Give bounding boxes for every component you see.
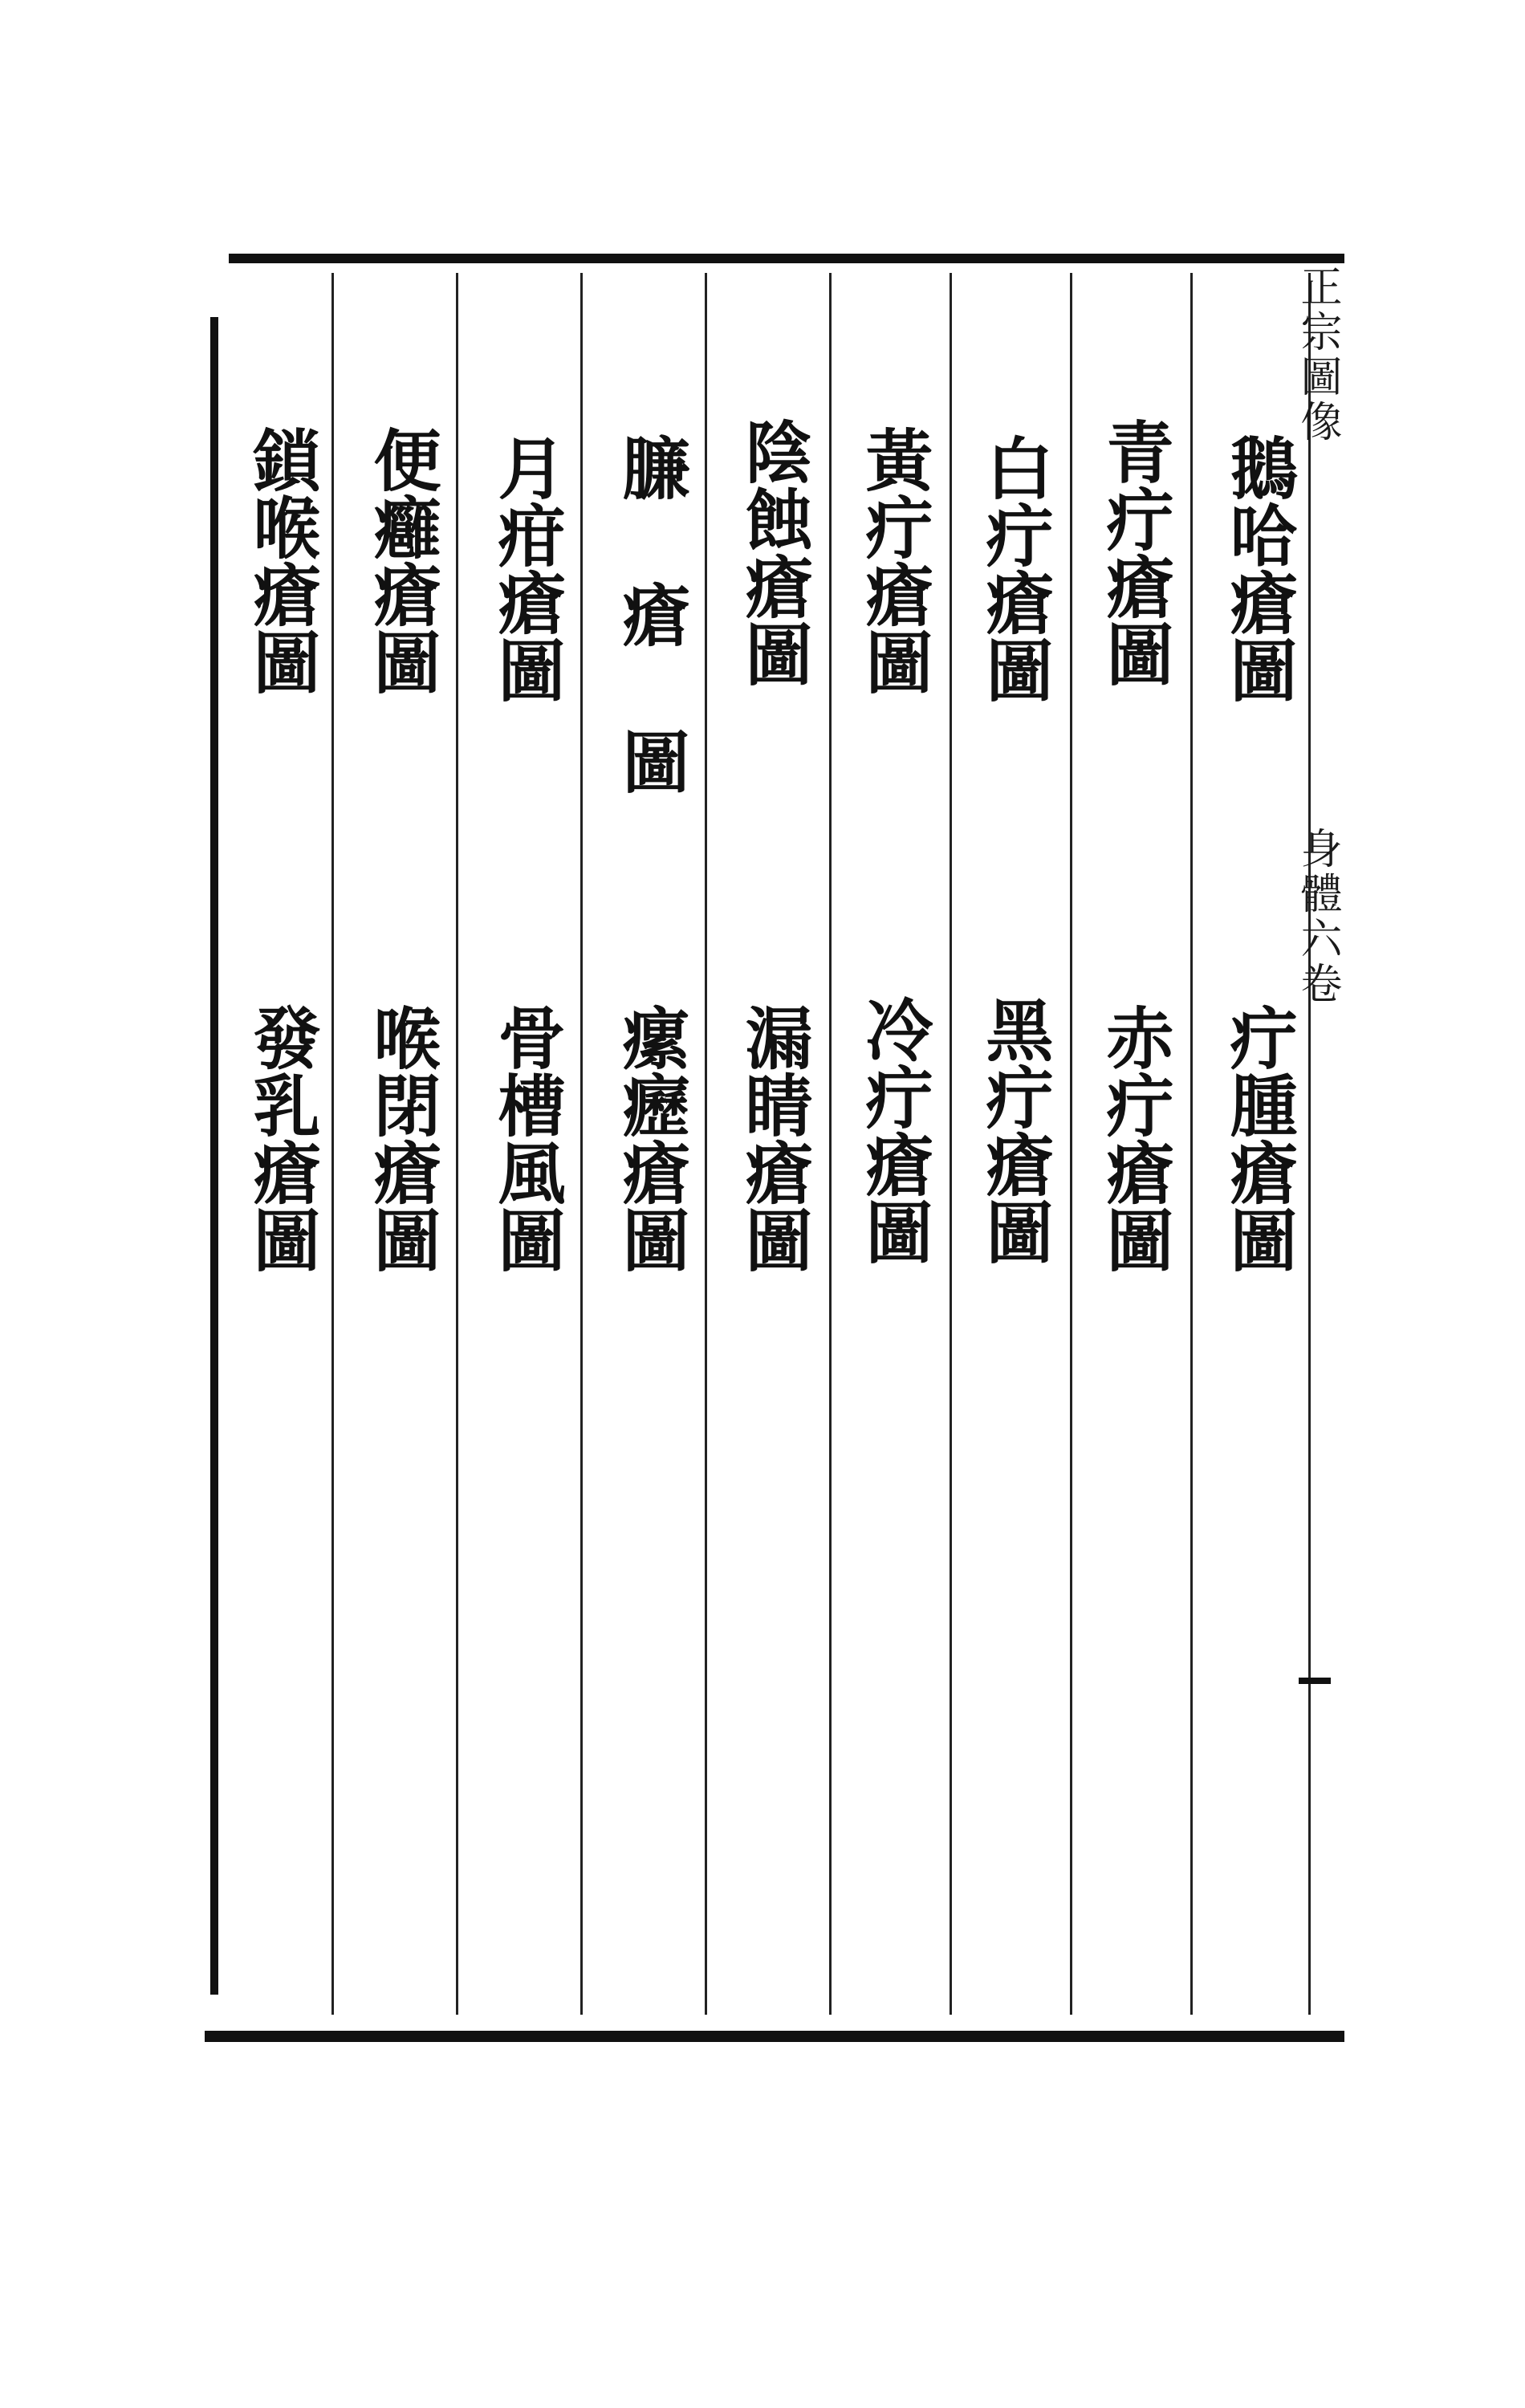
entry-col4-bottom: 冷疔瘡圖 xyxy=(855,995,934,1265)
entry-col6-bottom: 瘰癧瘡圖 xyxy=(612,1003,691,1273)
entry-col6-top: 臁 瘡 圖 xyxy=(612,433,691,795)
left-border-rule xyxy=(210,317,218,1995)
column-divider xyxy=(1070,273,1072,2015)
entry-col8-top: 便癰瘡圖 xyxy=(363,425,442,695)
entry-col9-bottom: 發乳瘡圖 xyxy=(242,1003,322,1273)
bottom-border-rule xyxy=(205,2031,1344,2042)
entry-col4-top: 黃疔瘡圖 xyxy=(855,425,934,695)
entry-col1-top: 鵝哈瘡圖 xyxy=(1219,433,1299,703)
entry-col5-bottom: 漏睛瘡圖 xyxy=(734,1003,814,1273)
column-divider xyxy=(950,273,952,2015)
entry-col2-top: 青疔瘡圖 xyxy=(1096,417,1175,687)
entry-col2-bottom: 赤疔瘡圖 xyxy=(1096,1003,1175,1273)
margin-title: 正宗圖像 xyxy=(1293,265,1341,445)
margin-page-number xyxy=(1299,1678,1331,1684)
column-divider xyxy=(580,273,583,2015)
column-divider xyxy=(1190,273,1193,2015)
entry-col7-top: 月疳瘡圖 xyxy=(487,433,567,703)
entry-col1-bottom: 疔腫瘡圖 xyxy=(1219,1003,1299,1273)
entry-col3-bottom: 黑疔瘡圖 xyxy=(975,995,1055,1265)
entry-col8-bottom: 喉閉瘡圖 xyxy=(363,1003,442,1273)
entry-col3-top: 白疔瘡圖 xyxy=(975,433,1055,703)
entry-col7-bottom: 骨槽風圖 xyxy=(487,1003,567,1273)
column-divider xyxy=(456,273,458,2015)
margin-volume: 身體六卷 xyxy=(1293,827,1341,1007)
entry-col9-top: 鎖喉瘡圖 xyxy=(242,425,322,695)
column-divider xyxy=(705,273,707,2015)
column-divider xyxy=(331,273,334,2015)
top-border-rule xyxy=(229,254,1344,263)
entry-col5-top: 陰蝕瘡圖 xyxy=(734,417,814,687)
column-divider xyxy=(829,273,832,2015)
